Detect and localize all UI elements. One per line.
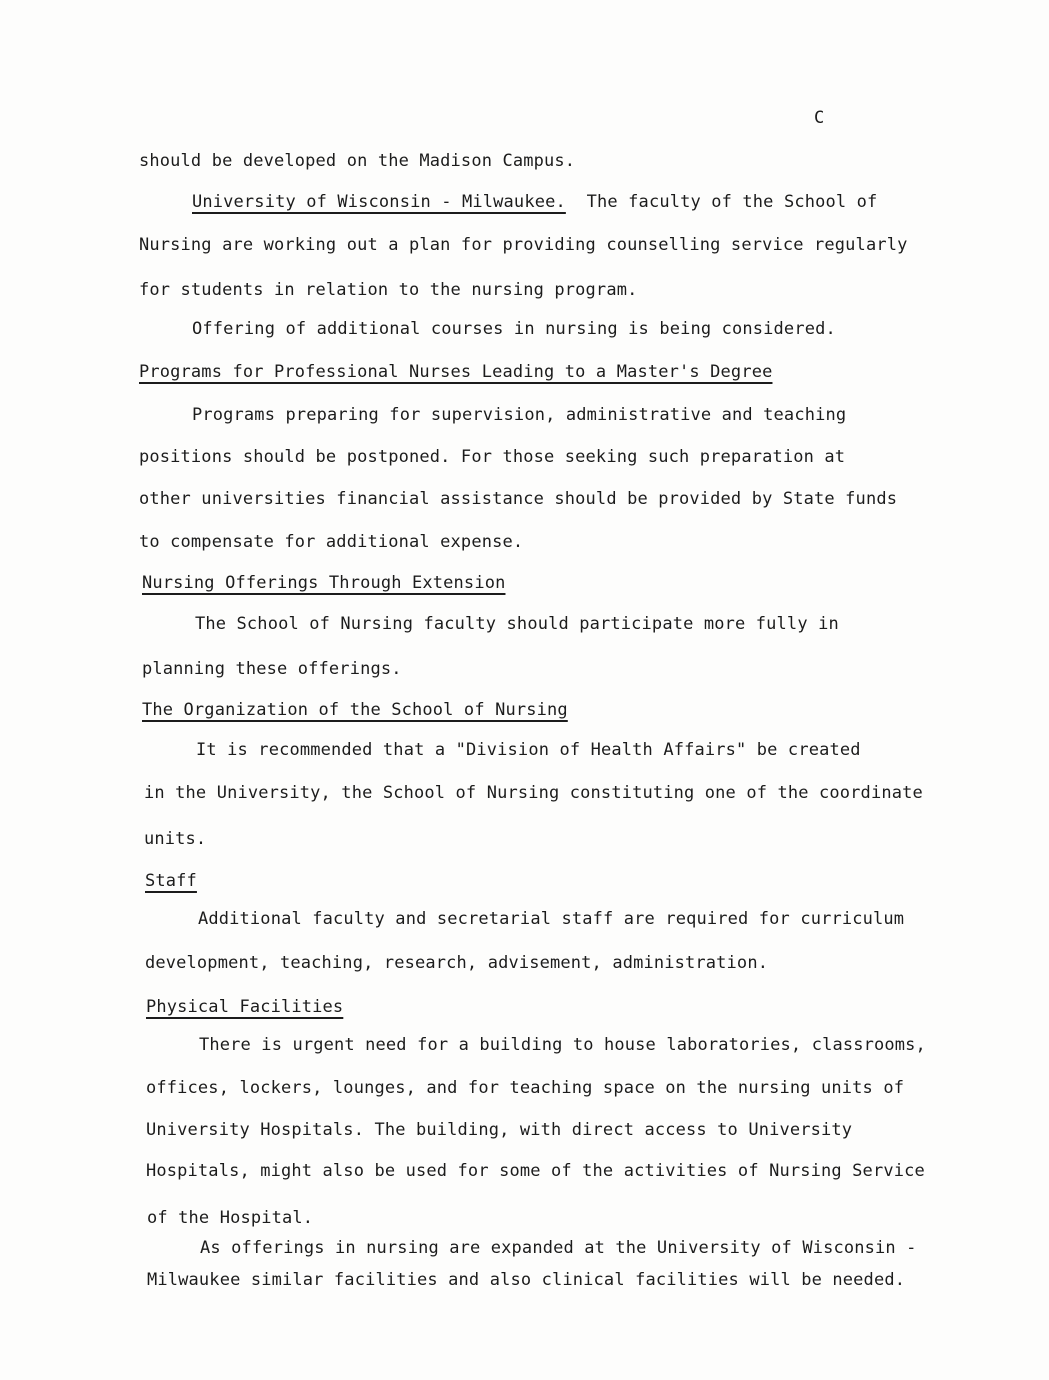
text-line [192, 192, 877, 212]
text-line: should be developed on the Madison Campus. [139, 151, 576, 171]
section-heading: The Organization of the School of Nursing [142, 700, 568, 720]
text-line: of the Hospital. [147, 1208, 314, 1228]
text-line: There is urgent need for a building to house laboratories, classrooms, [199, 1035, 926, 1055]
text-line: As offerings in nursing are expanded at the University of Wisconsin - [200, 1238, 917, 1258]
section-heading: Programs for Professional Nurses Leading to a Master's Degree [139, 362, 773, 382]
text-line: Nursing are working out a plan for providing counselling service regularly [139, 235, 908, 255]
section-heading: Staff [145, 871, 197, 891]
text-line: Hospitals, might also be used for some of the activities of Nursing Service [146, 1161, 925, 1181]
text-line: The School of Nursing faculty should participate more fully in [195, 614, 839, 634]
text-line: Offering of additional courses in nursing is being considered. [192, 319, 836, 339]
text-line: Additional faculty and secretarial staff are required for curriculum [198, 909, 905, 929]
text-line: It is recommended that a "Division of Health Affairs" be created [196, 740, 861, 760]
text-line: planning these offerings. [142, 659, 402, 679]
page-letter: C [814, 108, 825, 128]
text-line: development, teaching, research, advisement, administration. [145, 953, 769, 973]
text-line: in the University, the School of Nursing constituting one of the coordinate [144, 783, 923, 803]
text-line: units. [144, 829, 207, 849]
text-line: Programs preparing for supervision, administrative and teaching [192, 405, 847, 425]
section-heading: Physical Facilities [146, 997, 344, 1017]
text-line: Milwaukee similar facilities and also clinical facilities will be needed. [147, 1270, 906, 1290]
section-heading: Nursing Offerings Through Extension [142, 573, 506, 593]
text-line: for students in relation to the nursing program. [139, 280, 638, 300]
text-line: positions should be postponed. For those seeking such preparation at [139, 447, 846, 467]
text-line: to compensate for additional expense. [139, 532, 524, 552]
text-line: other universities financial assistance should be provided by State funds [139, 489, 898, 509]
run-in-heading: University of Wisconsin - Milwaukee. [192, 192, 566, 212]
text-line: offices, lockers, lounges, and for teaching space on the nursing units of [146, 1078, 905, 1098]
text-run: The faculty of the School of [565, 192, 878, 212]
text-line: University Hospitals. The building, with direct access to University [146, 1120, 853, 1140]
